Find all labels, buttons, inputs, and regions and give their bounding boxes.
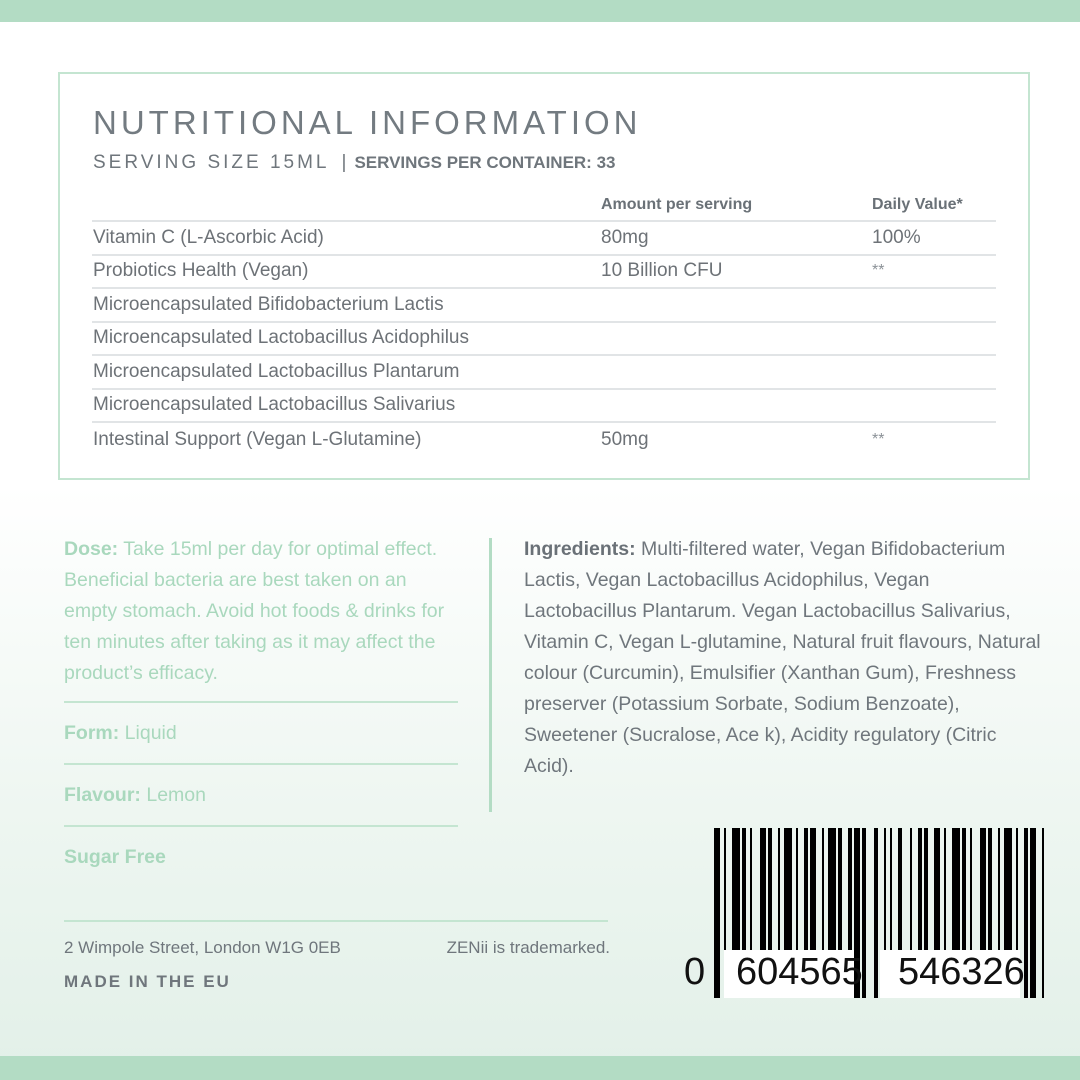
serving-size: SERVING SIZE 15ML: [93, 152, 330, 173]
made-in-label: MADE IN THE EU: [64, 972, 231, 991]
table-row: [92, 323, 996, 357]
trademark-notice: ZENii is trademarked.: [446, 938, 610, 957]
dose-text: Take 15ml per day for optimal effect. Beneficial bacteria are best taken on an empty stomach. Avoid hot foods & drinks for ten minutes after taking as it may affect the product’s efficacy.: [64, 538, 445, 684]
nutrition-panel: [58, 72, 1030, 480]
nutrient-name: Intestinal Support (Vegan L-Glutamine): [93, 428, 422, 450]
barcode-digits-left: 604565: [736, 951, 863, 993]
table-row: [92, 256, 996, 290]
address: 2 Wimpole Street, London W1G 0EB: [64, 938, 341, 957]
usage-info: [64, 534, 458, 887]
table-row: [92, 423, 996, 457]
header-daily-value: Daily Value*: [872, 196, 963, 213]
barcode-digits-right: 546326: [898, 951, 1025, 993]
form-label: Form:: [64, 722, 120, 744]
nutrient-amount: 10 Billion CFU: [601, 260, 723, 282]
nutrient-name: Microencapsulated Bifidobacterium Lactis: [93, 293, 444, 315]
ingredients-block: [524, 534, 1044, 782]
sugar-free-line: Sugar Free: [64, 846, 166, 868]
nutrient-name: Vitamin C (L-Ascorbic Acid): [93, 226, 324, 248]
flavour-line: [64, 765, 458, 825]
header-amount: Amount per serving: [601, 196, 753, 213]
nutrition-table: [92, 190, 996, 457]
nutrient-name: Probiotics Health (Vegan): [93, 260, 309, 282]
table-row: [92, 289, 996, 323]
servings-per-container: SERVINGS PER CONTAINER: 33: [354, 153, 616, 172]
flavour-value: Lemon: [140, 784, 206, 806]
footer-info: [64, 938, 610, 958]
nutrition-title: NUTRITIONAL INFORMATION: [93, 104, 642, 141]
ingredients-paragraph: [524, 534, 1044, 782]
dose-label: Dose:: [64, 538, 119, 560]
nutrient-name: Microencapsulated Lactobacillus Acidophilus: [93, 327, 470, 349]
nutrient-daily-value: **: [872, 262, 885, 280]
nutrient-amount: 80mg: [601, 226, 649, 248]
nutrient-name: Microencapsulated Lactobacillus Salivarius: [93, 394, 456, 416]
footer-divider: [64, 920, 608, 922]
nutrient-daily-value: **: [872, 430, 885, 448]
ingredients-label: Ingredients:: [524, 538, 636, 560]
flavour-label: Flavour:: [64, 784, 141, 806]
nutrient-amount: 50mg: [601, 428, 649, 450]
serving-separator: |: [341, 152, 347, 173]
nutrient-daily-value: 100%: [872, 226, 921, 248]
table-row: [92, 356, 996, 390]
form-line: [64, 703, 458, 763]
column-divider: [489, 538, 492, 812]
table-header-row: [92, 190, 996, 222]
barcode-number: [684, 950, 1046, 994]
bottom-color-band: [0, 1056, 1080, 1080]
table-row: [92, 222, 996, 256]
nutrient-name: Microencapsulated Lactobacillus Plantarum: [93, 360, 460, 382]
serving-info: [93, 152, 615, 174]
barcode-digit-prefix: 0: [684, 951, 706, 993]
table-row: [92, 390, 996, 424]
ingredients-text: Multi-filtered water, Vegan Bifidobacterium Lactis, Vegan Lactobacillus Acidophilus, Vegan Lactobacillus Plantarum. Vegan Lactobacillus Salivarius, Vitamin C, Vegan L-glutamine, Natural fruit flavours, Natural colour (Curcumin), Emulsifier (Xanthan Gum), Freshness preserver (Potassium Sorbate, Sodium Benzoate), Sweetener (Sucralose, Ace k), Acidity regulatory (Citric Acid).: [524, 538, 1041, 777]
form-value: Liquid: [119, 722, 177, 744]
top-color-band: [0, 0, 1080, 22]
dose-paragraph: [64, 534, 458, 689]
